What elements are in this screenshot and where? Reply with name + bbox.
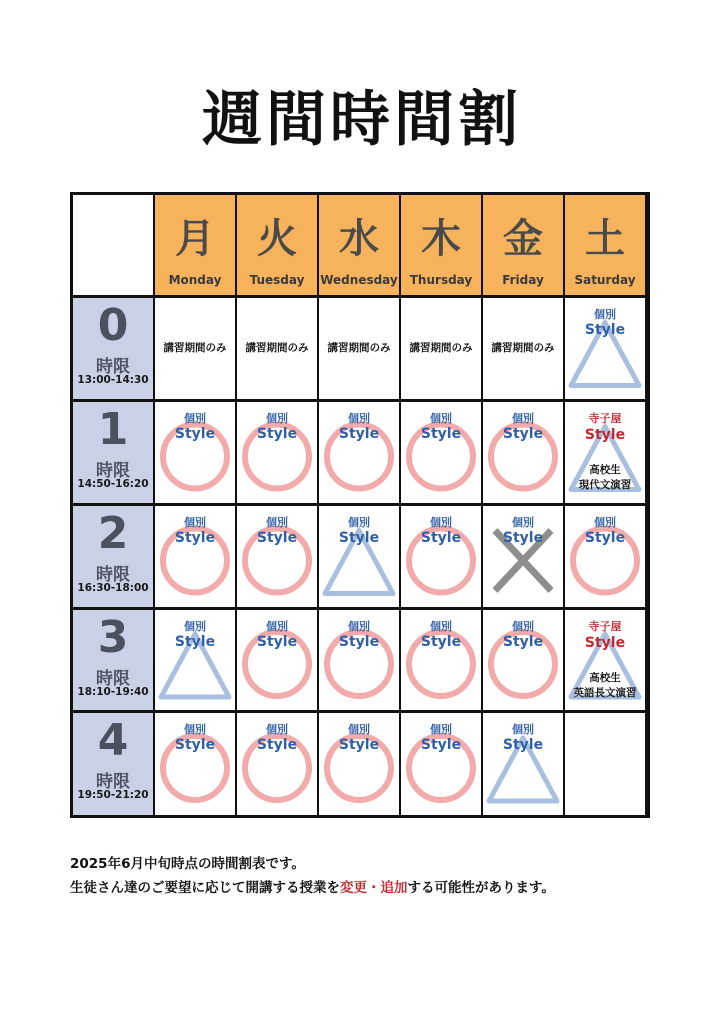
style-label: Style [174, 634, 216, 650]
style-label: Style [338, 426, 380, 442]
day-header-tuesday [237, 195, 317, 295]
style-label: Style [420, 530, 462, 546]
style-label: Style [420, 737, 462, 753]
schedule-cell [565, 506, 645, 607]
period-header-3 [73, 610, 153, 710]
class-type-label: 個別 [512, 516, 534, 529]
schedule-cell [401, 506, 481, 607]
period-header-2 [73, 506, 153, 607]
period-label: 時限 [96, 772, 130, 792]
day-kanji: 金 [503, 216, 543, 262]
schedule-cell [401, 610, 481, 710]
style-label: Style [256, 426, 298, 442]
schedule-cell [319, 610, 399, 710]
schedule-cell [483, 402, 563, 503]
day-english: Thursday [409, 273, 473, 287]
class-type-label: 個別 [430, 620, 452, 633]
schedule-cell [237, 298, 317, 399]
class-type-label: 個別 [512, 412, 534, 425]
day-kanji: 木 [421, 216, 461, 262]
schedule-cell [565, 713, 645, 815]
class-type-label: 個別 [430, 412, 452, 425]
style-label: Style [338, 530, 380, 546]
class-type-label: 寺子屋 [588, 620, 622, 633]
schedule-cell [237, 402, 317, 503]
style-label: Style [584, 635, 626, 651]
class-type-label: 個別 [266, 412, 288, 425]
schedule-cell [155, 713, 235, 815]
style-label: Style [256, 530, 298, 546]
style-label: Style [420, 634, 462, 650]
schedule-cell [155, 402, 235, 503]
class-type-label: 個別 [430, 516, 452, 529]
timetable-grid [70, 192, 650, 818]
style-label: Style [420, 426, 462, 442]
schedule-cell [237, 506, 317, 607]
class-note: 講習期間のみ [491, 342, 555, 354]
class-note: 講習期間のみ [163, 342, 227, 354]
period-number: 2 [97, 508, 129, 559]
schedule-cell [483, 506, 563, 607]
day-header-wednesday [319, 195, 399, 295]
style-label: Style [174, 737, 216, 753]
schedule-cell [155, 610, 235, 710]
class-note: 講習期間のみ [409, 342, 473, 354]
class-note: 講習期間のみ [245, 342, 309, 354]
period-time: 18:10-19:40 [77, 686, 149, 698]
style-label: Style [338, 737, 380, 753]
period-label: 時限 [96, 669, 130, 689]
schedule-cell [401, 402, 481, 503]
class-type-label: 個別 [430, 723, 452, 736]
schedule-cell [483, 713, 563, 815]
schedule-cell [401, 713, 481, 815]
schedule-cell [565, 298, 645, 399]
style-label: Style [502, 634, 544, 650]
footer-line-2-start: 生徒さん達のご要望に応じて開講する授業を [70, 880, 340, 896]
course-name: 英語長文演習 [573, 687, 637, 699]
schedule-cell [155, 298, 235, 399]
style-label: Style [256, 634, 298, 650]
schedule-cell [483, 610, 563, 710]
class-note: 講習期間のみ [327, 342, 391, 354]
class-type-label: 個別 [512, 620, 534, 633]
period-time: 16:30-18:00 [77, 582, 149, 594]
schedule-cell [483, 298, 563, 399]
period-number: 3 [97, 612, 129, 663]
class-type-label: 個別 [348, 723, 370, 736]
style-label: Style [174, 426, 216, 442]
period-time: 19:50-21:20 [77, 789, 149, 801]
schedule-cell [319, 402, 399, 503]
style-label: Style [502, 530, 544, 546]
style-label: Style [584, 530, 626, 546]
style-label: Style [174, 530, 216, 546]
class-type-label: 個別 [594, 308, 616, 321]
style-label: Style [256, 737, 298, 753]
class-type-label: 個別 [266, 620, 288, 633]
style-label: Style [502, 426, 544, 442]
schedule-cell [319, 298, 399, 399]
period-header-4 [73, 713, 153, 815]
style-label: Style [502, 737, 544, 753]
class-type-label: 個別 [266, 723, 288, 736]
class-type-label: 寺子屋 [588, 412, 622, 425]
day-header-saturday [565, 195, 645, 295]
page-title: 週間時間割 [202, 85, 522, 155]
period-label: 時限 [96, 565, 130, 585]
day-english: Friday [502, 273, 544, 287]
period-number: 4 [97, 715, 129, 766]
period-time: 13:00-14:30 [77, 374, 149, 386]
course-grade: 高校生 [589, 464, 621, 476]
schedule-cell [565, 610, 645, 710]
class-type-label: 個別 [594, 516, 616, 529]
day-kanji: 月 [175, 216, 215, 262]
footer-line-2-end: する可能性があります。 [407, 880, 555, 896]
course-grade: 高校生 [589, 672, 621, 684]
course-name: 現代文演習 [578, 479, 632, 491]
day-english: Monday [168, 273, 222, 287]
footer-highlight: 変更・追加 [340, 880, 408, 896]
style-label: Style [338, 634, 380, 650]
day-kanji: 水 [339, 216, 379, 262]
day-kanji: 火 [257, 216, 297, 262]
class-type-label: 個別 [184, 516, 206, 529]
period-number: 1 [97, 404, 129, 455]
class-type-label: 個別 [184, 620, 206, 633]
footer-note [70, 852, 555, 900]
class-type-label: 個別 [266, 516, 288, 529]
day-kanji: 土 [585, 216, 625, 262]
style-label: Style [584, 427, 626, 443]
schedule-cell [155, 506, 235, 607]
day-english: Tuesday [249, 273, 305, 287]
period-header-1 [73, 402, 153, 503]
period-label: 時限 [96, 357, 130, 377]
day-header-thursday [401, 195, 481, 295]
class-type-label: 個別 [348, 516, 370, 529]
class-type-label: 個別 [184, 723, 206, 736]
period-number: 0 [97, 300, 129, 351]
footer-line-2 [70, 876, 555, 900]
period-label: 時限 [96, 461, 130, 481]
period-time: 14:50-16:20 [77, 478, 149, 490]
class-type-label: 個別 [348, 412, 370, 425]
day-english: Saturday [574, 273, 636, 287]
schedule-cell [237, 610, 317, 710]
day-header-monday [155, 195, 235, 295]
class-type-label: 個別 [348, 620, 370, 633]
schedule-cell [565, 402, 645, 503]
class-type-label: 個別 [512, 723, 534, 736]
schedule-cell [237, 713, 317, 815]
day-english: Wednesday [320, 273, 398, 287]
footer-line-1: 2025年6月中旬時点の時間割表です。 [70, 856, 305, 872]
corner-cell [73, 195, 153, 295]
class-type-label: 個別 [184, 412, 206, 425]
day-header-friday [483, 195, 563, 295]
style-label: Style [584, 322, 626, 338]
period-header-0 [73, 298, 153, 399]
schedule-cell [319, 713, 399, 815]
schedule-cell [319, 506, 399, 607]
schedule-cell [401, 298, 481, 399]
